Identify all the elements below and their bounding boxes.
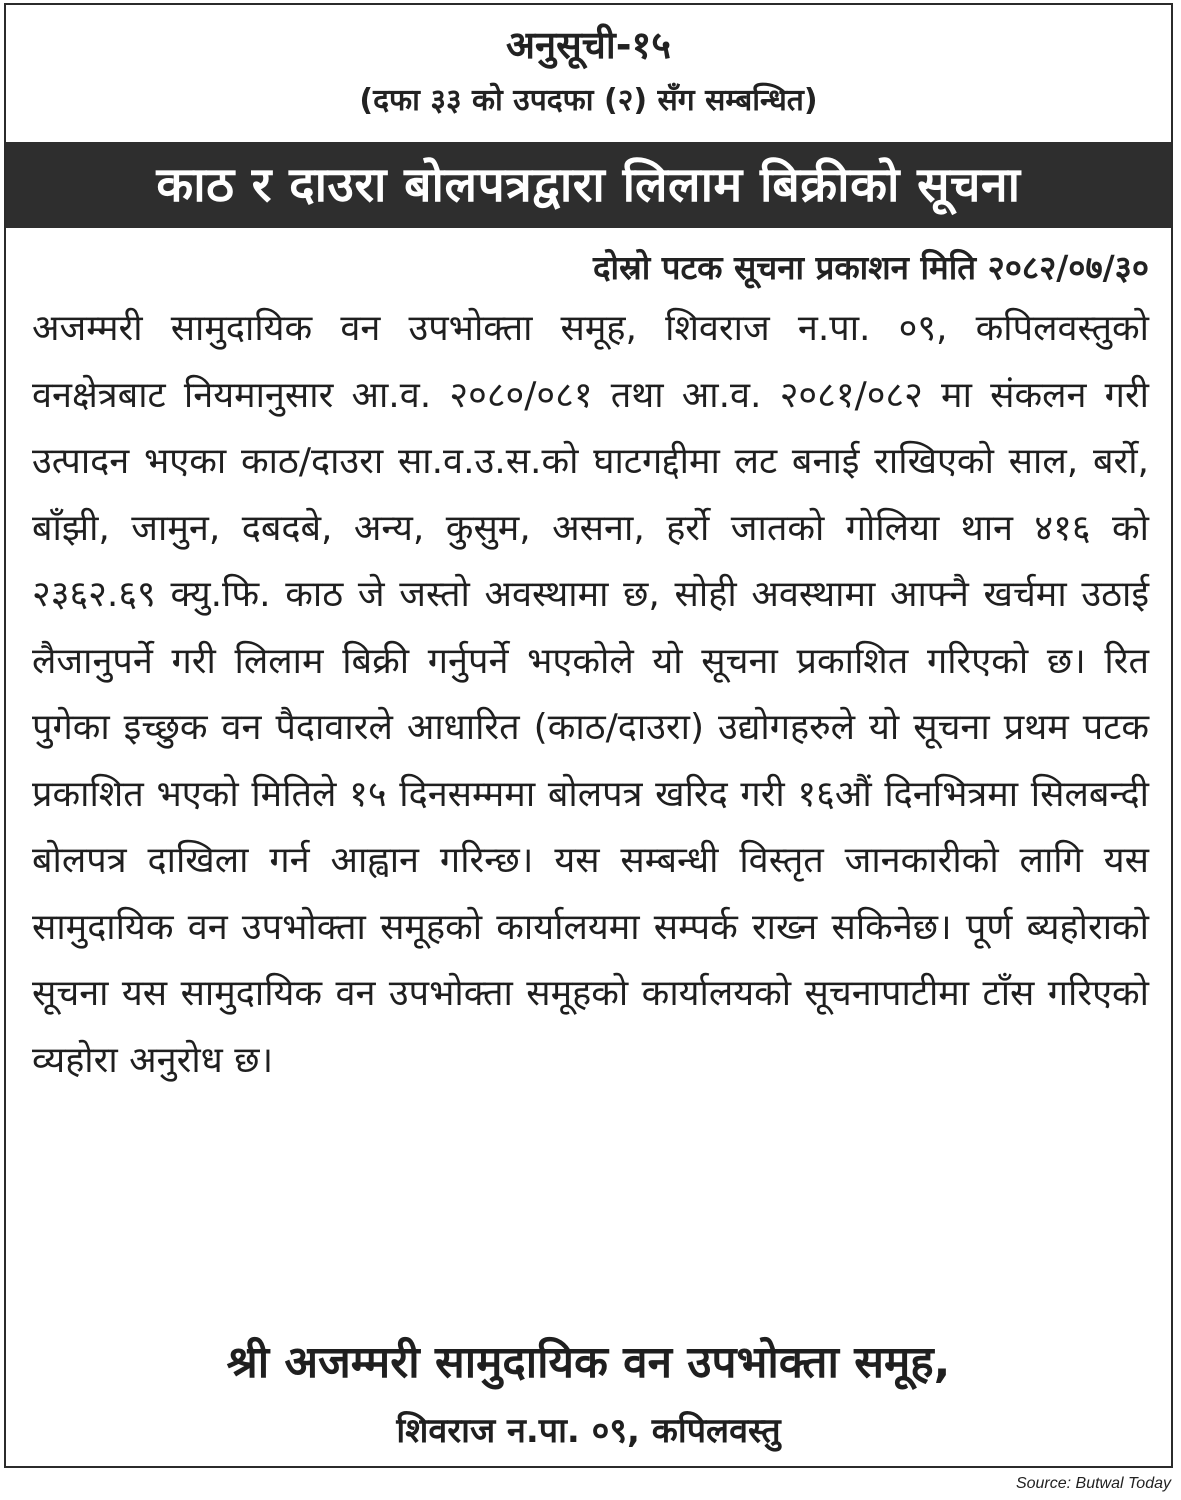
- source-credit: Source: Butwal Today: [1015, 1475, 1171, 1492]
- signature-block: [6, 1333, 1171, 1459]
- signature-address: शिवराज न.पा. ०९, कपिलवस्तु: [396, 1411, 781, 1451]
- notice-body: अजम्मरी सामुदायिक वन उपभोक्ता समूह, शिवराज न.पा. ०९, कपिलवस्तुको वनक्षेत्रबाट नियमानुसार आ.व. २०८०/०८१ तथा आ.व. २०८१/०८२ मा संकलन गरी उत्पादन भएका काठ/दाउरा सा.व.उ.स.को घाटगद्दीमा लट बनाई राखिएको साल, बर्रो, बाँझी, जामुन, दबदबे, अन्य, कुसुम, असना, हर्रो जातको गोलिया थान ४१६ को २३६२.६९ क्यु.फि. काठ जे जस्तो अवस्थामा छ, सोही अवस्थामा आफ्नै खर्चमा उठाई लैजानुपर्ने गरी लिलाम बिक्री गर्नुपर्ने भएकोले यो सूचना प्रकाशित गरिएको छ। रित पुगेका इच्छुक वन पैदावारले आधारित (काठ/दाउरा) उद्योगहरुले यो सूचना प्रथम पटक प्रकाशित भएको मितिले १५ दिनसम्ममा बोलपत्र खरिद गरी १६औं दिनभित्रमा सिलबन्दी बोलपत्र दाखिला गर्न आह्वान गरिन्छ। यस सम्बन्धी विस्तृत जानकारीको लागि यस सामुदायिक वन उपभोक्ता समूहको कार्यालयमा सम्पर्क राख्न सकिनेछ। पूर्ण ब्यहोराको सूचना यस सामुदायिक वन उपभोक्ता समूहको कार्यालयको सूचनापाटीमा टाँस गरिएको व्यहोरा अनुरोध छ।: [32, 308, 1149, 1081]
- schedule-reference: (दफा ३३ को उपदफा (२) सँग सम्बन्धित): [359, 83, 818, 118]
- publication-date: दोस्रो पटक सूचना प्रकाशन मिति २०८२/०७/३०: [593, 248, 1149, 287]
- notice-document: [4, 3, 1173, 1468]
- signature-name: श्री अजम्मरी सामुदायिक वन उपभोक्ता समूह,: [226, 1337, 951, 1388]
- notice-title: काठ र दाउरा बोलपत्रद्वारा लिलाम बिक्रीको सूचना: [6, 142, 1171, 228]
- schedule-title: अनुसूची-१५: [505, 23, 672, 67]
- schedule-header: [6, 5, 1171, 142]
